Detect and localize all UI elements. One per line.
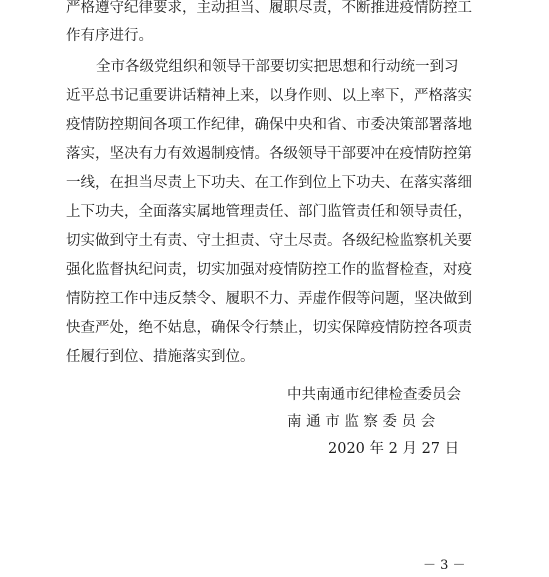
body-line: 任履行到位、措施落实到位。 <box>66 349 255 365</box>
body-line: 上下功夫，全面落实属地管理责任、部门监管责任和领导责任， <box>66 204 472 220</box>
page-number: － 3 － <box>423 558 466 573</box>
body-line: 落实，坚决有力有效遏制疫情。各级领导干部要冲在疫情防控第 <box>66 146 472 162</box>
body-line: 一线，在担当尽责上下功夫、在工作到位上下功夫、在落实落细 <box>66 175 472 191</box>
body-line: 疫情防控期间各项工作纪律，确保中央和省、市委决策部署落地 <box>66 117 472 133</box>
signature-date: 2020 年 2 月 27 日 <box>328 441 460 457</box>
body-line: 近平总书记重要讲话精神上来，以身作则、以上率下，严格落实 <box>66 88 472 104</box>
signature-org-2: 南 通 市 监 察 委 员 会 <box>287 414 436 430</box>
body-line: 强化监督执纪问责，切实加强对疫情防控工作的监督检查，对疫 <box>66 262 472 278</box>
signature-org-1: 中共南通市纪律检查委员会 <box>287 387 461 403</box>
body-line: 快查严处，绝不姑息，确保令行禁止，切实保障疫情防控各项责 <box>66 320 472 336</box>
body-line: 严格遵守纪律要求，主动担当、履职尽责，不断推进疫情防控工 <box>66 0 472 16</box>
body-line: 全市各级党组织和领导干部要切实把思想和行动统一到习 <box>96 59 459 75</box>
body-line: 情防控工作中违反禁令、履职不力、弄虚作假等问题，坚决做到 <box>66 291 472 307</box>
body-line: 切实做到守土有责、守土担责、守土尽责。各级纪检监察机关要 <box>66 233 472 249</box>
body-line: 作有序进行。 <box>66 28 153 44</box>
